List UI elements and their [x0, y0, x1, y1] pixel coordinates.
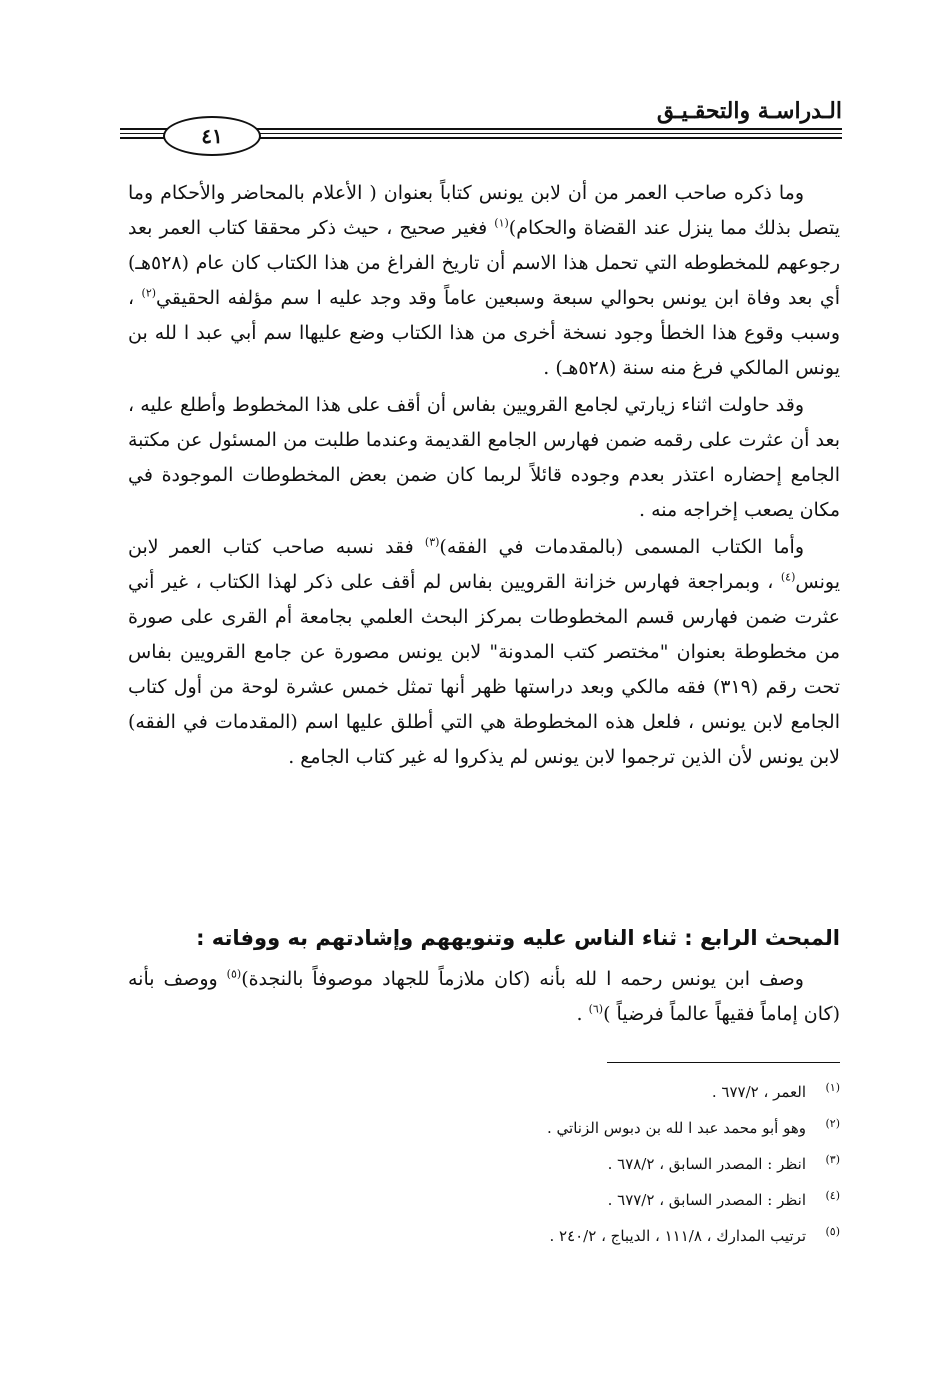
paragraph-text: وأما الكتاب المسمى (بالمقدمات في الفقه) [439, 536, 804, 558]
footnote-text: ترتيب المدارك ، ١١١/٨ ، الديباج ، ٢٤٠/٢ . [549, 1227, 806, 1245]
footnote [280, 1216, 840, 1252]
page-number: ٤١ [163, 116, 261, 156]
footnote-text: انظر : المصدر السابق ، ٦٧٨/٢ . [607, 1155, 806, 1173]
section-heading: المبحث الرابع : ثناء الناس عليه وتنويههم وإشادتهم به ووفاته : [196, 926, 840, 950]
running-title: الـدراسـة والتحقـيـق [656, 98, 842, 124]
footnote-number: (٢) [825, 1117, 840, 1130]
footnote-text: وهو أبو محمد عبد ا لله بن دبوس الزناتي . [547, 1119, 806, 1137]
footnote-separator [607, 1062, 840, 1063]
footnote-ref: (٢) [141, 286, 157, 300]
paragraph [128, 962, 840, 1032]
footnote-text: انظر : المصدر السابق ، ٦٧٧/٢ . [607, 1191, 806, 1209]
footnote [280, 1072, 840, 1108]
footnote-number: (١) [825, 1081, 840, 1094]
footnote-ref: (١) [494, 216, 509, 230]
paragraph-text: ، وسبب وقوع هذا الخطأ وجود نسخة أخرى من هذا الكتاب وضع عليهاا سم أبي عبد ا لله بن يونس المالكي فرغ منه سنة (٥٢٨هـ) . [128, 287, 840, 379]
footnote [280, 1108, 840, 1144]
footnotes [280, 1072, 840, 1252]
footnote-number: (٥) [825, 1225, 840, 1238]
paragraph-text: وصف ابن يونس رحمه ا لله بأنه (كان ملازماً للجهاد موصوفاً بالنجدة) [241, 968, 804, 990]
footnote [280, 1180, 840, 1216]
paragraph-text: فقد نسبه صاحب كتاب العمر لابن يونس [128, 536, 840, 593]
footnote-ref: (٦) [588, 1002, 604, 1016]
paragraph-text: ، وبمراجعة فهارس خزانة القرويين بفاس لم أقف على ذكر لهذا الكتاب ، غير أني عثرت ضمن فهارس قسم المخطوطات بمركز البحث العلمي بجامعة أم القرى على صورة من مخطوطة بعنوان "مختصر كتب المدونة" لابن يونس مصورة عن جامع القرويين بفاس تحت رقم (٣١٩) فقه مالكي وبعد دراستها ظهر أنها تمثل خمس عشرة لوحة من أول كتاب الجامع لابن يونس ، فلعل هذه المخطوطة هي التي أطلق عليها اسم (المقدمات في الفقه) لابن يونس لأن الذين ترجموا لابن يونس لم يذكروا له غير كتاب الجامع . [128, 571, 840, 768]
paragraph: وقد حاولت اثناء زيارتي لجامع القرويين بفاس أن أقف على هذا المخطوط وأطلع عليه ، بعد أن عثرت على رقمه ضمن فهارس الجامع القديمة وعندما طلبت من المسئول عن مكتبة الجامع إحضاره اعتذر بعدم وجوده قائلاً لربما كان ضمن بعض المخطوطات الموجودة في مكان يصعب إخراجه منه . [128, 394, 840, 521]
paragraph [128, 530, 840, 775]
paragraph-text: فغير صحيح ، حيث ذكر محققا كتاب العمر بعد رجوعهم للمخطوطه التي تحمل هذا الاسم أن تاريخ الفراغ من هذا الكتاب كان عام (٥٢٨هـ) أي بعد وفاة ابن يونس بحوالي سبعة وسبعين عاماً وقد وجد عليه ا سم مؤلفه الحقيقي [128, 217, 840, 309]
footnote [280, 1144, 840, 1180]
section-body [128, 962, 840, 1032]
paragraph-text: ووصف بأنه (كان إماماً فقيهاً عالماً فرضياً ) [128, 968, 840, 1025]
body-text [128, 176, 840, 775]
paragraph-text: . [576, 1003, 589, 1025]
footnote-ref: (٣) [424, 535, 440, 549]
footnote-text: العمر ، ٦٧٧/٢ . [711, 1083, 806, 1101]
paragraph-text: وما ذكره صاحب العمر من أن لابن يونس كتاباً بعنوان ( الأعلام بالمحاضر والأحكام وما يتصل بذلك مما ينزل عند القضاة والحكام) [128, 182, 840, 239]
footnote-number: (٣) [825, 1153, 840, 1166]
paragraph [128, 176, 840, 386]
footnote-number: (٤) [825, 1189, 840, 1202]
footnote-ref: (٤) [780, 570, 796, 584]
footnote-ref: (٥) [226, 967, 242, 981]
